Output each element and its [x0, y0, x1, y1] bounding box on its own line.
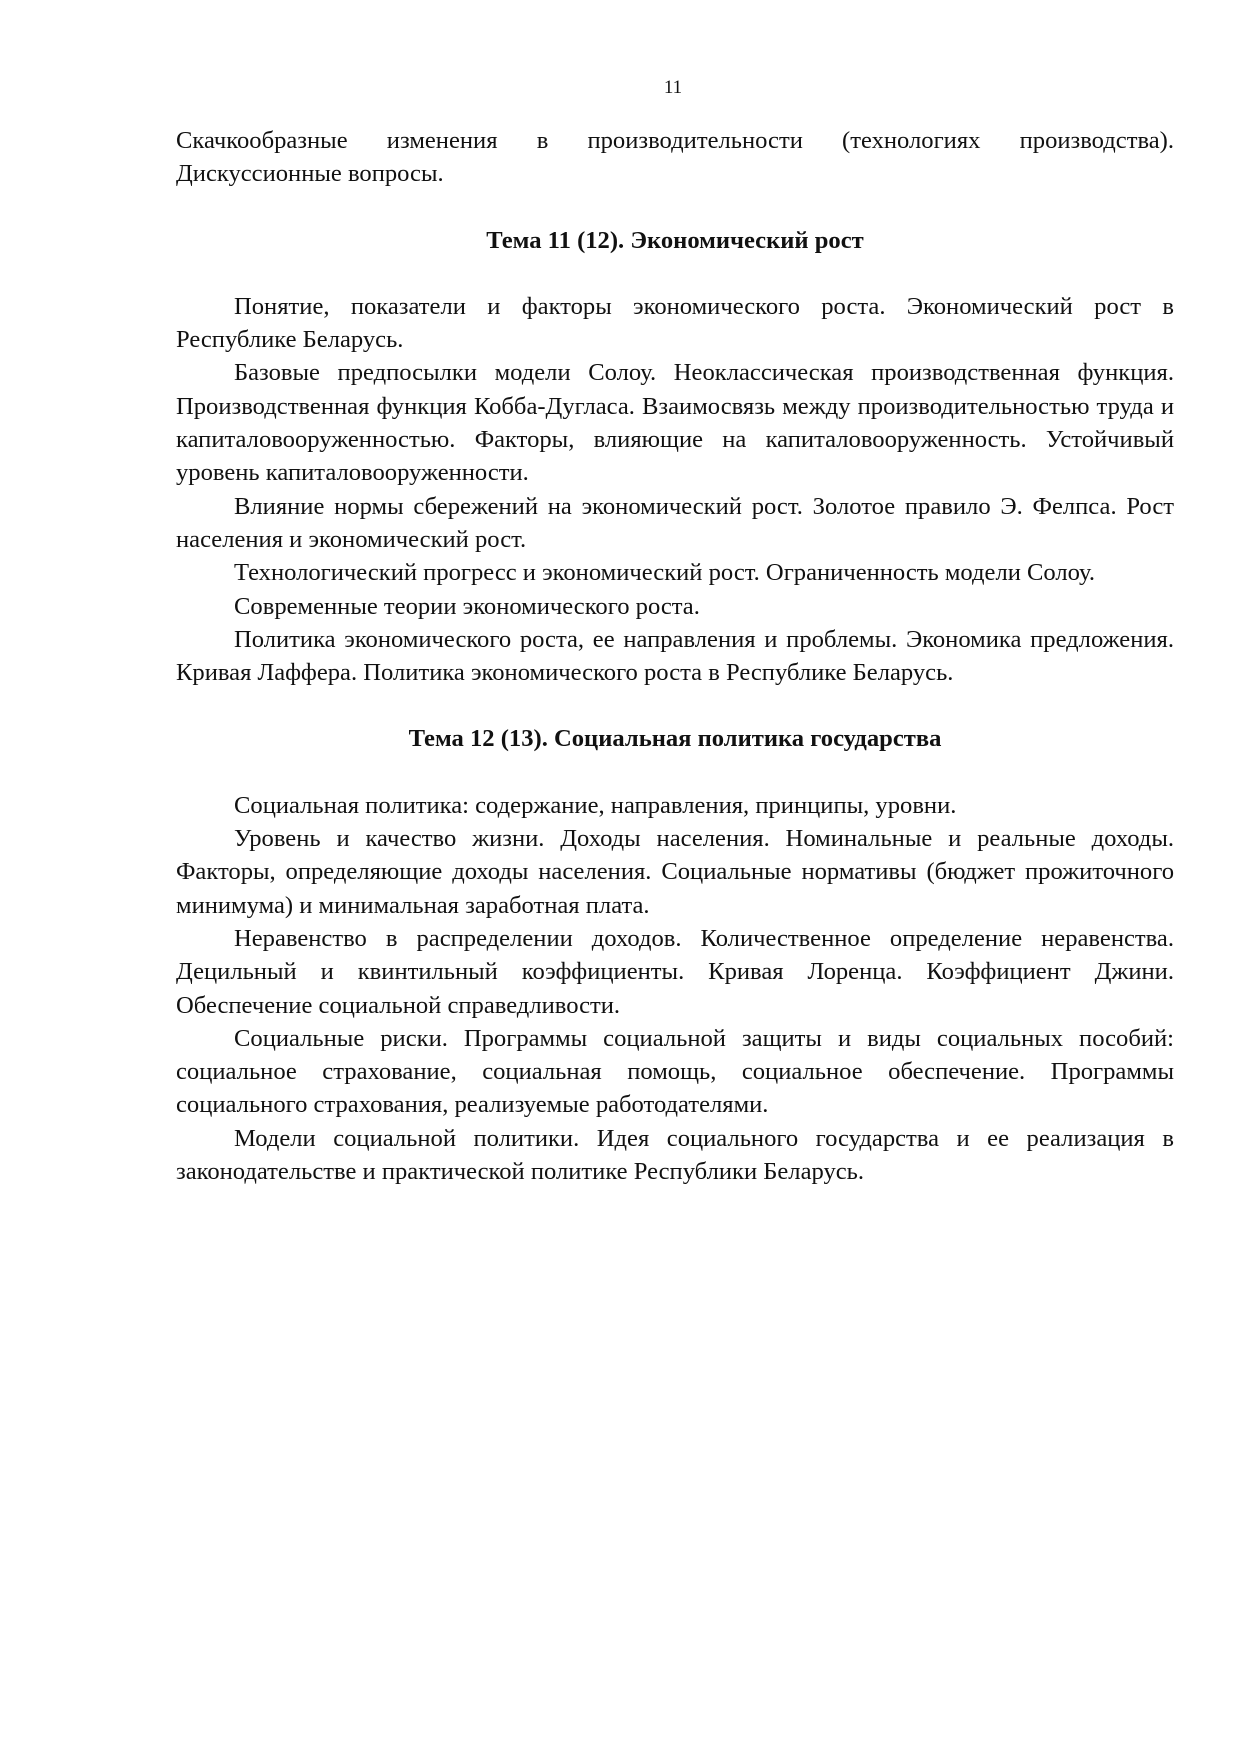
paragraph: Модели социальной политики. Идея социального государства и ее реализация в законодательстве и практической политике Республики Беларусь. [176, 1124, 1174, 1186]
paragraph: Современные теории экономического роста. [234, 592, 700, 620]
paragraph: Влияние нормы сбережений на экономический рост. Золотое правило Э. Фелпса. Рост населения и экономический рост. [176, 492, 1174, 553]
paragraph: Базовые предпосылки модели Солоу. Неоклассическая производственная функция. Производственная функция Кобба-Дугласа. Взаимосвязь между производительностью труда и капиталовооруженностью. Факторы, влияющие на капиталовооруженность. Устойчивый уровень капиталовооруженности. [176, 359, 1174, 487]
document-body [176, 124, 1174, 1188]
section-topic-11 [176, 224, 1174, 690]
paragraph: Политика экономического роста, ее направления и проблемы. Экономика предложения. Кривая Лаффера. Политика экономического роста в Республике Беларусь. [176, 625, 1174, 687]
paragraph: Технологический прогресс и экономический рост. Ограниченность модели Солоу. [234, 559, 1096, 587]
section-heading: Тема 12 (13). Социальная политика государства [408, 725, 942, 753]
paragraph: Социальные риски. Программы социальной защиты и виды социальных пособий: социальное страхование, социальная помощь, социальное обеспечение. Программы социального страхования, реализуемые работодателями. [176, 1024, 1174, 1119]
paragraph: Неравенство в распределении доходов. Количественное определение неравенства. Децильный и квинтильный коэффициенты. Кривая Лоренца. Коэффициент Джини. Обеспечение социальной справедливости. [176, 924, 1174, 1019]
continuation-paragraph: Скачкообразные изменения в производительности (технологиях производства). Дискуссионные вопросы. [176, 127, 1174, 188]
paragraph: Социальная политика: содержание, направления, принципы, уровни. [234, 791, 957, 819]
paragraph: Понятие, показатели и факторы экономического роста. Экономический рост в Республике Беларусь. [176, 292, 1174, 354]
section-topic-12 [176, 722, 1174, 1188]
paragraph: Уровень и качество жизни. Доходы населения. Номинальные и реальные доходы. Факторы, определяющие доходы населения. Социальные нормативы (бюджет прожиточного минимума) и минимальная заработная плата. [176, 825, 1174, 919]
page-number: 11 [663, 77, 683, 98]
section-heading: Тема 11 (12). Экономический рост [486, 226, 864, 254]
